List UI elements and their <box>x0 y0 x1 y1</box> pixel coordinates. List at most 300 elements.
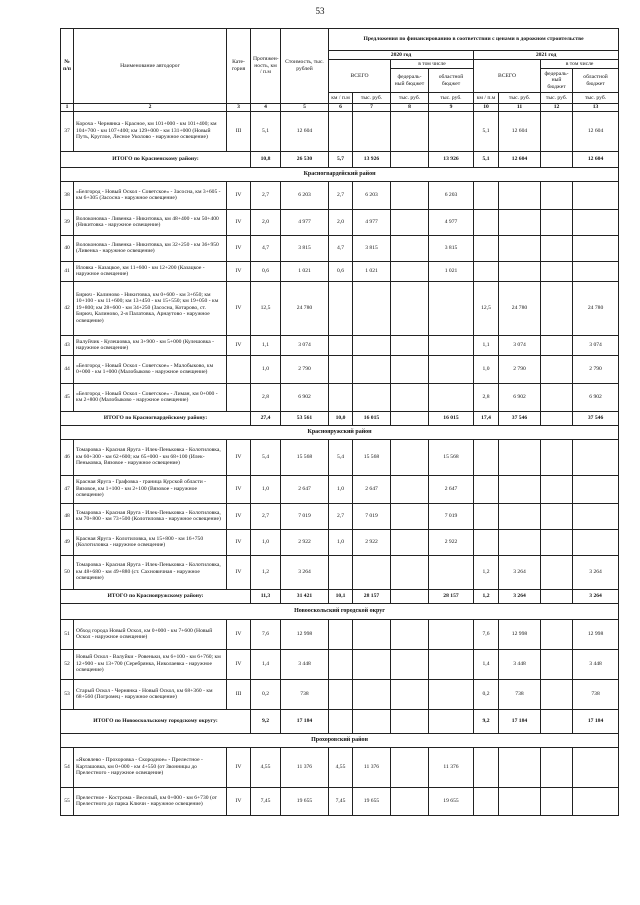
row-number: 42 <box>61 281 74 335</box>
road-category: IV <box>227 555 251 589</box>
value-v10: 2,8 <box>474 383 499 411</box>
total-row <box>61 151 619 167</box>
value-v7 <box>353 111 391 151</box>
road-name: Томаровка - Красная Яруга - Илек-Пеньковка - Колотиловка, км 48+680 - км 49+880 (ст. Сахновичная - наружное освещение) <box>74 555 227 589</box>
unit-km-2021: км / п.м <box>474 93 499 104</box>
value-v9 <box>429 281 474 335</box>
section-title: Прохоровский район <box>61 733 619 747</box>
value-v9 <box>429 619 474 649</box>
total-v12 <box>541 589 573 603</box>
value-v11 <box>499 503 541 529</box>
total-v8 <box>391 151 429 167</box>
value-v7: 4 977 <box>353 209 391 235</box>
road-name: Красная Яруга - Колотиловка, км 15+800 - км 16+750 (Колотиловка - наружное освещение) <box>74 529 227 555</box>
value-v7: 1 021 <box>353 261 391 281</box>
road-cost: 3 264 <box>281 555 329 589</box>
value-v8 <box>391 261 429 281</box>
row-number: 53 <box>61 679 74 709</box>
total-v7: 16 015 <box>353 411 391 425</box>
total-v13: 3 264 <box>573 589 619 603</box>
value-v9: 7 019 <box>429 503 474 529</box>
total-v6: 10,0 <box>329 411 353 425</box>
value-v6 <box>329 619 353 649</box>
value-v11: 12 604 <box>499 111 541 151</box>
value-v7 <box>353 355 391 383</box>
value-v11 <box>499 747 541 787</box>
table-row <box>61 235 619 261</box>
total-length: 10,8 <box>251 151 281 167</box>
year-2020-header: 2020 год <box>329 51 474 60</box>
total-v11: 12 604 <box>499 151 541 167</box>
road-name: Волоконовка - Ливенка - Никитовка, км 32+250 - км 36+950 (Ливенка - наружное освещение) <box>74 235 227 261</box>
row-number: 44 <box>61 355 74 383</box>
road-cost: 6 203 <box>281 181 329 209</box>
table-row <box>61 281 619 335</box>
value-v7 <box>353 383 391 411</box>
value-v12 <box>541 335 573 355</box>
road-cost: 3 448 <box>281 649 329 679</box>
road-length: 4,55 <box>251 747 281 787</box>
column-index-row <box>61 104 619 112</box>
road-length: 1,2 <box>251 555 281 589</box>
road-length: 5,4 <box>251 439 281 475</box>
section-title: Красногвардейский район <box>61 167 619 181</box>
column-index: 1 <box>61 104 74 112</box>
total-v12 <box>541 151 573 167</box>
total-v13: 17 184 <box>573 709 619 733</box>
value-v10: 1,0 <box>474 355 499 383</box>
road-category: IV <box>227 439 251 475</box>
road-length: 0,2 <box>251 679 281 709</box>
total-v9 <box>429 709 474 733</box>
total-2021-header: ВСЕГО <box>474 60 541 93</box>
road-name: «Белгород - Новый Оскол - Советское» - Засосна, км 3+605 - км 6+305 (Засосна - наружное освещение) <box>74 181 227 209</box>
total-v6: 5,7 <box>329 151 353 167</box>
road-length: 2,8 <box>251 383 281 411</box>
table-row <box>61 335 619 355</box>
table-row <box>61 555 619 589</box>
table-row <box>61 503 619 529</box>
road-length: 0,6 <box>251 261 281 281</box>
total-v10: 5,1 <box>474 151 499 167</box>
value-v8 <box>391 383 429 411</box>
row-number: 41 <box>61 261 74 281</box>
value-v7 <box>353 679 391 709</box>
road-name: Валуйчик - Кулешовка, км 3+900 - км 5+000 (Кулешовка - наружное освещение) <box>74 335 227 355</box>
table-row <box>61 619 619 649</box>
value-v9 <box>429 335 474 355</box>
total-v8 <box>391 589 429 603</box>
financing-table <box>60 28 619 816</box>
row-number: 43 <box>61 335 74 355</box>
road-cost: 738 <box>281 679 329 709</box>
road-category <box>227 355 251 383</box>
road-cost: 15 568 <box>281 439 329 475</box>
total-v9: 13 926 <box>429 151 474 167</box>
table-row <box>61 529 619 555</box>
section-row <box>61 167 619 181</box>
road-length: 1,0 <box>251 475 281 503</box>
row-number: 38 <box>61 181 74 209</box>
unit-rub-regional-2021: тыс. руб. <box>573 93 619 104</box>
col-cost-header: Стоимость, тыс. рублей <box>281 29 329 104</box>
unit-rub-federal-2021: тыс. руб. <box>541 93 573 104</box>
value-v9 <box>429 555 474 589</box>
road-length: 7,45 <box>251 787 281 815</box>
total-cost: 17 184 <box>281 709 329 733</box>
road-category: IV <box>227 181 251 209</box>
value-v8 <box>391 529 429 555</box>
value-v10: 1,4 <box>474 649 499 679</box>
value-v13: 24 780 <box>573 281 619 335</box>
page-number: 53 <box>315 6 325 16</box>
value-v6: 0,6 <box>329 261 353 281</box>
value-v6: 7,45 <box>329 787 353 815</box>
column-index: 7 <box>353 104 391 112</box>
value-v11 <box>499 529 541 555</box>
value-v8 <box>391 439 429 475</box>
value-v12 <box>541 111 573 151</box>
total-v8 <box>391 709 429 733</box>
road-cost: 24 780 <box>281 281 329 335</box>
value-v6 <box>329 679 353 709</box>
col-category-header: Кате-гория <box>227 29 251 104</box>
road-category <box>227 383 251 411</box>
value-v6: 2,0 <box>329 209 353 235</box>
table-body <box>61 111 619 815</box>
value-v9: 4 977 <box>429 209 474 235</box>
value-v11 <box>499 475 541 503</box>
table-header <box>61 29 619 112</box>
value-v6: 1,0 <box>329 475 353 503</box>
column-index: 2 <box>74 104 227 112</box>
table-row <box>61 181 619 209</box>
total-v11: 17 184 <box>499 709 541 733</box>
value-v7: 7 019 <box>353 503 391 529</box>
table-row <box>61 679 619 709</box>
road-name: Обход города Новый Оскол, км 0+000 - км 7+600 (Новый Оскол - наружное освещение) <box>74 619 227 649</box>
road-category: IV <box>227 281 251 335</box>
total-v10: 1,2 <box>474 589 499 603</box>
federal-2020-header: федераль-ный бюджет <box>391 69 429 93</box>
value-v12 <box>541 555 573 589</box>
road-name: Волоконовка - Ливенка - Никитовка, км 48+400 - км 50+400 (Никитовка - наружное освещение) <box>74 209 227 235</box>
col-number-header: № п/п <box>61 29 74 104</box>
value-v13: 6 902 <box>573 383 619 411</box>
road-length: 2,0 <box>251 209 281 235</box>
regional-2021-header: областной бюджет <box>573 69 619 93</box>
value-v13 <box>573 475 619 503</box>
road-cost: 11 376 <box>281 747 329 787</box>
value-v13 <box>573 529 619 555</box>
unit-rub-regional-2020: тыс. руб. <box>429 93 474 104</box>
value-v13: 738 <box>573 679 619 709</box>
value-v12 <box>541 209 573 235</box>
road-length: 2,7 <box>251 181 281 209</box>
value-v10 <box>474 529 499 555</box>
value-v12 <box>541 439 573 475</box>
value-v10: 0,2 <box>474 679 499 709</box>
table-row <box>61 261 619 281</box>
table-row <box>61 649 619 679</box>
section-row <box>61 425 619 439</box>
value-v9 <box>429 649 474 679</box>
value-v12 <box>541 649 573 679</box>
row-number: 40 <box>61 235 74 261</box>
table-row <box>61 383 619 411</box>
column-index: 12 <box>541 104 573 112</box>
value-v13 <box>573 439 619 475</box>
value-v10 <box>474 439 499 475</box>
value-v13: 12 998 <box>573 619 619 649</box>
row-number: 48 <box>61 503 74 529</box>
total-length: 11,3 <box>251 589 281 603</box>
row-number: 46 <box>61 439 74 475</box>
value-v9: 2 647 <box>429 475 474 503</box>
total-v10: 17,4 <box>474 411 499 425</box>
value-v12 <box>541 475 573 503</box>
road-cost: 4 977 <box>281 209 329 235</box>
road-name: Новый Оскол - Валуйки - Ровеньки, км 6+100 - км 6+760; км 12+900 - км 13+700 (Серебрянка, Николаевка - наружное освещение) <box>74 649 227 679</box>
value-v12 <box>541 679 573 709</box>
value-v11: 24 780 <box>499 281 541 335</box>
total-cost: 53 561 <box>281 411 329 425</box>
road-length: 1,4 <box>251 649 281 679</box>
col-name-header: Наименование автодорог <box>74 29 227 104</box>
value-v8 <box>391 475 429 503</box>
unit-rub-2021: тыс. руб. <box>499 93 541 104</box>
value-v8 <box>391 209 429 235</box>
column-index: 6 <box>329 104 353 112</box>
total-v10: 9,2 <box>474 709 499 733</box>
value-v7: 2 647 <box>353 475 391 503</box>
road-cost: 2 790 <box>281 355 329 383</box>
value-v13 <box>573 261 619 281</box>
value-v9: 2 922 <box>429 529 474 555</box>
road-cost: 6 902 <box>281 383 329 411</box>
total-v7: 28 157 <box>353 589 391 603</box>
road-name: Старый Оскол - Чернянка - Новый Оскол, км 68+360 - км 68+560 (Погромец - наружное освещение) <box>74 679 227 709</box>
value-v6 <box>329 555 353 589</box>
total-length: 27,4 <box>251 411 281 425</box>
value-v9 <box>429 383 474 411</box>
value-v7: 2 922 <box>353 529 391 555</box>
road-category: IV <box>227 787 251 815</box>
total-v6 <box>329 709 353 733</box>
road-category: IV <box>227 619 251 649</box>
value-v7 <box>353 619 391 649</box>
total-v13: 37 546 <box>573 411 619 425</box>
total-label: ИТОГО по Краснояружскому району: <box>61 589 251 603</box>
row-number: 37 <box>61 111 74 151</box>
value-v6: 4,7 <box>329 235 353 261</box>
table-row <box>61 439 619 475</box>
value-v8 <box>391 503 429 529</box>
table-row <box>61 787 619 815</box>
road-name: Бирюч - Калиново - Никитовка, км 0+600 - км 3+650; км 10+100 - км 11+600; км 13+450 - км 15+550; км 19+050 - км 19+800; км 28+600 - км 34+250 (Засосна, Котарово, ст. Бирюч, Калиново, 2-я Палатовка, Арнаутово - наружное освещение) <box>74 281 227 335</box>
value-v13: 2 790 <box>573 355 619 383</box>
value-v9: 15 568 <box>429 439 474 475</box>
road-category: IV <box>227 335 251 355</box>
table-row <box>61 475 619 503</box>
road-cost: 7 019 <box>281 503 329 529</box>
value-v11 <box>499 181 541 209</box>
value-v6 <box>329 111 353 151</box>
row-number: 49 <box>61 529 74 555</box>
value-v10 <box>474 209 499 235</box>
road-name: Прелестное - Кострома - Веселый, км 0+000 - км 6+730 (от Прелестного до парка Ключи - наружное освещение) <box>74 787 227 815</box>
section-row <box>61 733 619 747</box>
column-index: 3 <box>227 104 251 112</box>
total-row <box>61 589 619 603</box>
value-v6: 2,7 <box>329 503 353 529</box>
total-v7 <box>353 709 391 733</box>
value-v8 <box>391 619 429 649</box>
road-length: 1,0 <box>251 529 281 555</box>
road-category: IV <box>227 747 251 787</box>
road-name: Иловка - Казацкое, км 11+600 - км 12+200 (Казацкое - наружное освещение) <box>74 261 227 281</box>
value-v8 <box>391 355 429 383</box>
value-v10 <box>474 747 499 787</box>
unit-rub-federal-2020: тыс. руб. <box>391 93 429 104</box>
value-v10 <box>474 235 499 261</box>
road-category: IV <box>227 529 251 555</box>
value-v6: 4,55 <box>329 747 353 787</box>
value-v10 <box>474 503 499 529</box>
value-v12 <box>541 281 573 335</box>
total-v13: 12 604 <box>573 151 619 167</box>
table-row <box>61 209 619 235</box>
total-v9: 28 157 <box>429 589 474 603</box>
road-cost: 12 998 <box>281 619 329 649</box>
road-length: 2,7 <box>251 503 281 529</box>
value-v6: 5,4 <box>329 439 353 475</box>
total-label: ИТОГО по Красногвардейскому району: <box>61 411 251 425</box>
value-v6 <box>329 355 353 383</box>
incl-2021-header: в том числе <box>541 60 619 69</box>
section-title: Краснояружский район <box>61 425 619 439</box>
total-v12 <box>541 709 573 733</box>
value-v10: 1,1 <box>474 335 499 355</box>
value-v6: 1,0 <box>329 529 353 555</box>
road-cost: 2 647 <box>281 475 329 503</box>
value-v13 <box>573 181 619 209</box>
value-v8 <box>391 787 429 815</box>
total-row <box>61 411 619 425</box>
value-v7 <box>353 281 391 335</box>
road-cost: 12 604 <box>281 111 329 151</box>
value-v6 <box>329 281 353 335</box>
value-v11 <box>499 235 541 261</box>
total-cost: 31 421 <box>281 589 329 603</box>
value-v11: 6 902 <box>499 383 541 411</box>
total-v9: 16 015 <box>429 411 474 425</box>
regional-2020-header: областной бюджет <box>429 69 474 93</box>
value-v7: 6 203 <box>353 181 391 209</box>
road-length: 5,1 <box>251 111 281 151</box>
value-v8 <box>391 555 429 589</box>
road-name: «Белгород - Новый Оскол - Советское» - Лиман, км 0+000 - км 2+800 (Малобыково - наружное освещение) <box>74 383 227 411</box>
column-index: 13 <box>573 104 619 112</box>
row-number: 45 <box>61 383 74 411</box>
table-row <box>61 747 619 787</box>
value-v11: 2 790 <box>499 355 541 383</box>
row-number: 55 <box>61 787 74 815</box>
row-number: 47 <box>61 475 74 503</box>
road-category: IV <box>227 261 251 281</box>
federal-2021-header: федераль-ный бюджет <box>541 69 573 93</box>
total-v8 <box>391 411 429 425</box>
value-v12 <box>541 619 573 649</box>
year-2021-header: 2021 год <box>474 51 619 60</box>
table-row <box>61 111 619 151</box>
value-v11 <box>499 439 541 475</box>
value-v10 <box>474 475 499 503</box>
row-number: 39 <box>61 209 74 235</box>
table-row <box>61 355 619 383</box>
value-v7: 3 815 <box>353 235 391 261</box>
value-v12 <box>541 529 573 555</box>
value-v9: 11 376 <box>429 747 474 787</box>
value-v9: 1 021 <box>429 261 474 281</box>
total-v11: 37 546 <box>499 411 541 425</box>
column-index: 5 <box>281 104 329 112</box>
total-v12 <box>541 411 573 425</box>
road-category: IV <box>227 209 251 235</box>
value-v8 <box>391 181 429 209</box>
value-v13: 12 604 <box>573 111 619 151</box>
value-v13: 3 448 <box>573 649 619 679</box>
value-v11 <box>499 787 541 815</box>
value-v8 <box>391 649 429 679</box>
unit-rub-2020: тыс. руб. <box>353 93 391 104</box>
value-v11: 738 <box>499 679 541 709</box>
road-name: Томаровка - Красная Яруга - Илек-Пеньковка - Колотиловка, км 70+800 - км 73+500 (Колотиловка - наружное освещение) <box>74 503 227 529</box>
value-v9: 19 655 <box>429 787 474 815</box>
total-length: 9,2 <box>251 709 281 733</box>
value-v13 <box>573 235 619 261</box>
total-2020-header: ВСЕГО <box>329 60 391 93</box>
row-number: 51 <box>61 619 74 649</box>
value-v12 <box>541 787 573 815</box>
value-v13: 3 264 <box>573 555 619 589</box>
value-v11 <box>499 261 541 281</box>
road-name: Красная Яруга - Графовка - граница Курской области - Вязовое, км 1+100 - км 2+100 (Вязовое - наружное освещение) <box>74 475 227 503</box>
value-v6: 2,7 <box>329 181 353 209</box>
value-v9: 6 203 <box>429 181 474 209</box>
value-v12 <box>541 503 573 529</box>
row-number: 50 <box>61 555 74 589</box>
road-cost: 1 021 <box>281 261 329 281</box>
road-length: 4,7 <box>251 235 281 261</box>
value-v7: 15 568 <box>353 439 391 475</box>
value-v7 <box>353 555 391 589</box>
value-v12 <box>541 181 573 209</box>
value-v6 <box>329 383 353 411</box>
road-length: 1,1 <box>251 335 281 355</box>
value-v8 <box>391 747 429 787</box>
road-cost: 2 922 <box>281 529 329 555</box>
value-v8 <box>391 335 429 355</box>
road-category: IV <box>227 475 251 503</box>
road-cost: 3 074 <box>281 335 329 355</box>
total-cost: 26 530 <box>281 151 329 167</box>
col-length-header: Протяжен-ность, км / п.м <box>251 29 281 104</box>
unit-km-2020: км / п.м <box>329 93 353 104</box>
value-v12 <box>541 747 573 787</box>
column-index: 9 <box>429 104 474 112</box>
value-v13 <box>573 747 619 787</box>
